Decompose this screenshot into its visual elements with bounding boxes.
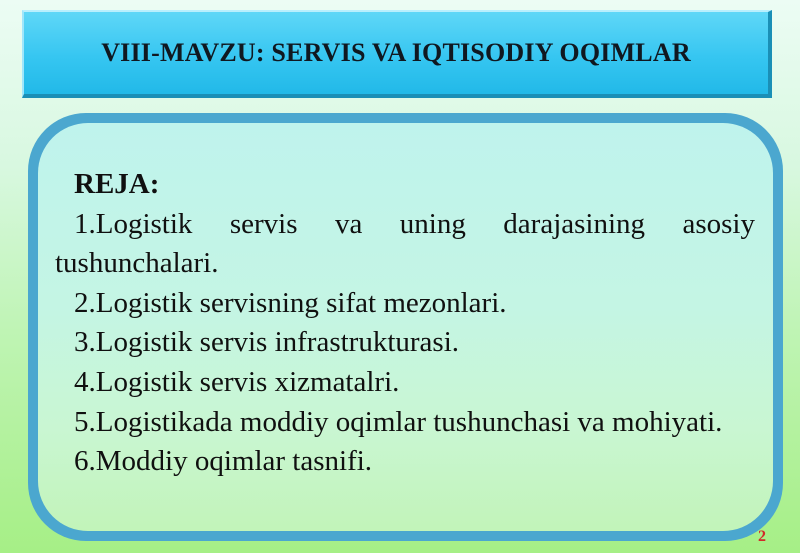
slide-title: VIII-MAVZU: SERVIS VA IQTISODIY OQIMLAR — [101, 38, 691, 67]
plan-heading: REJA: — [74, 168, 160, 200]
plan-item: 2.Logistik servisning sifat mezonlari. — [74, 286, 507, 319]
plan-item: 5.Logistikada moddiy oqimlar tushunchasi va mohiyati. — [74, 405, 723, 438]
plan-item: 3.Logistik servis infrastrukturasi. — [74, 326, 460, 359]
plan-content — [55, 165, 755, 482]
plan-item: 4.Logistik servis xizmatalri. — [74, 365, 400, 398]
title-bar — [22, 10, 772, 98]
page-number: 2 — [758, 528, 766, 545]
plan-item: 6.Moddiy oqimlar tasnifi. — [74, 445, 373, 478]
plan-item: 1.Logistik servis va uning darajasining asosiy tushunchalari. — [55, 207, 755, 280]
